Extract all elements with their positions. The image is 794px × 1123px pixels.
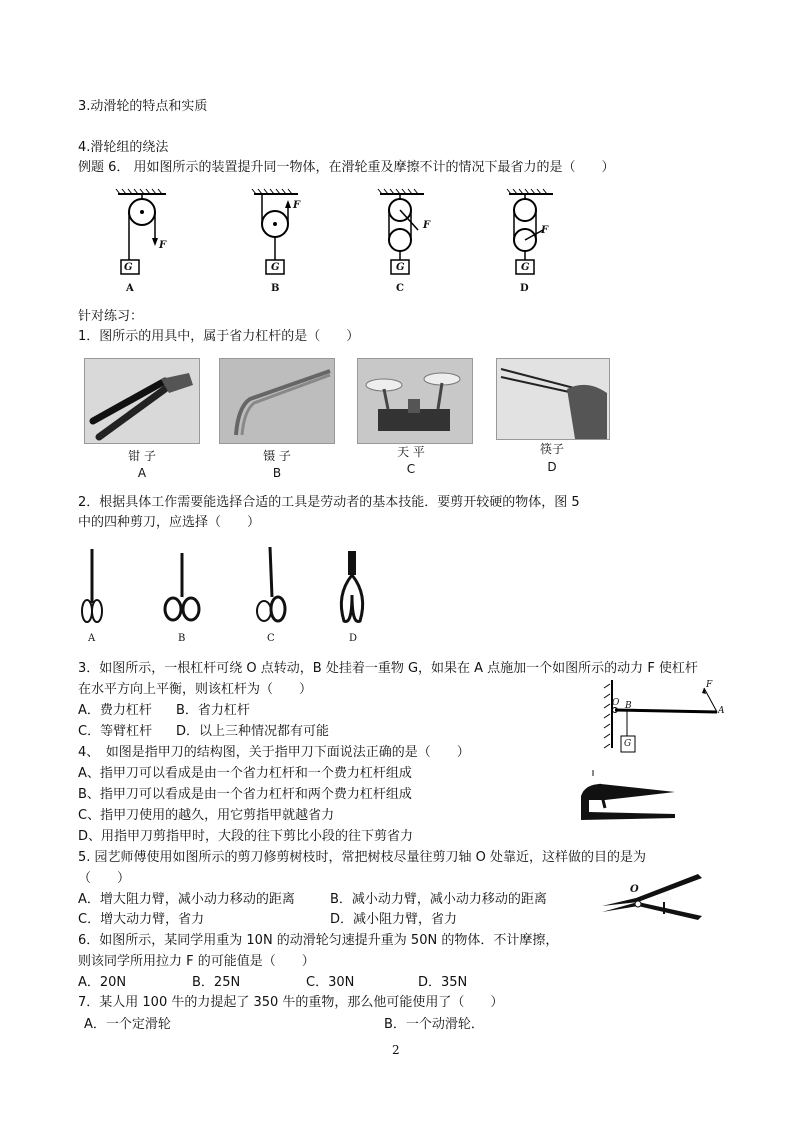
q3-option-c: C．等臂杠杆	[78, 724, 153, 739]
q5-option-b: B．减小动力臂，减小动力移动的距离	[330, 892, 547, 907]
pliers-caption: 钳 子	[128, 449, 156, 463]
nail-clipper-figure	[575, 768, 685, 828]
q5-option-a: A．增大阻力臂，减小动力移动的距离	[78, 892, 295, 907]
q6-option-b: B．25N	[192, 975, 241, 990]
scissors-figures	[80, 545, 380, 629]
q3-option-a: A．费力杠杆	[78, 703, 152, 718]
pruning-shears-figure	[598, 872, 708, 928]
pulley-figure-c	[380, 190, 440, 295]
q6-line1: 6．如图所示，某同学用重为 10N 的动滑轮匀速提升重为 50N 的物体．不计摩擦，	[78, 933, 559, 948]
practice-title: 针对练习：	[78, 309, 144, 324]
pulley-b-f-label: F	[293, 200, 301, 211]
q4-option-d: D、用指甲刀剪指甲时，大段的往下剪比小段的往下剪省力	[78, 829, 414, 844]
scissors-d	[341, 551, 362, 621]
q5-line2: （ ）	[78, 871, 131, 886]
scissors-b-letter: B	[178, 633, 186, 644]
section-3-heading: 3.动滑轮的特点和实质	[78, 99, 208, 114]
lever-f-label: F	[706, 680, 713, 690]
lever-g-label: G	[624, 739, 632, 749]
lever-figure	[600, 680, 730, 760]
q3-line1: 3．如图所示，一根杠杆可绕 O 点转动，B 处挂着一重物 G，如果在 A 点施加一个如图所示的动力 F 使杠杆	[78, 661, 698, 676]
q4-option-b: B、指甲刀可以看成是由一个省力杠杆和两个费力杠杆组成	[78, 787, 412, 802]
pulley-a-g-label: G	[124, 262, 133, 273]
chopsticks-photo	[496, 358, 610, 440]
example-6-text: 例题 6． 用如图所示的装置提升同一物体，在滑轮重及摩擦不计的情况下最省力的是（ ）	[78, 160, 615, 175]
q6-option-a: A．20N	[78, 975, 127, 990]
scissors-d-letter: D	[349, 633, 358, 644]
lever-o-label: O	[612, 698, 620, 708]
balance-caption: 天 平	[397, 445, 425, 459]
q7-line1: 7．某人用 100 牛的力提起了 350 牛的重物，那么他可能使用了（ ）	[78, 995, 504, 1010]
pliers-photo	[84, 358, 200, 444]
q2-line2: 中的四种剪刀，应选择（ ）	[78, 515, 261, 530]
q6-option-d: D．35N	[418, 975, 468, 990]
q6-line2: 则该同学所用拉力 F 的可能值是（ ）	[78, 954, 315, 969]
page-number: 2	[392, 1043, 400, 1057]
scissors-c-letter: C	[267, 633, 275, 644]
pulley-d-letter: D	[520, 283, 529, 294]
q4-option-c: C、指甲刀使用的越久，用它剪指甲就越省力	[78, 808, 335, 823]
lever-a-label: A	[718, 706, 725, 716]
q5-option-c: C．增大动力臂，省力	[78, 912, 205, 927]
q1-text: 1．图所示的用具中，属于省力杠杆的是（ ）	[78, 329, 360, 344]
tweezers-caption: 镊 子	[263, 449, 291, 463]
pulley-c-f-label: F	[423, 220, 431, 231]
pulley-a-f-label: F	[159, 240, 167, 251]
q3-option-b: B．省力杠杆	[176, 703, 250, 718]
q5-line1: 5. 园艺师傅使用如图所示的剪刀修剪树枝时，常把树枝尽量往剪刀轴 O 处靠近，这样做的目的是为	[78, 850, 647, 865]
pulley-a-letter: A	[126, 283, 134, 294]
q7-option-a: A．一个定滑轮	[84, 1017, 171, 1032]
pulley-b-letter: B	[271, 283, 280, 294]
scissors-c	[257, 547, 285, 621]
q2-line1: 2．根据具体工作需要能选择合适的工具是劳动者的基本技能．要剪开较硬的物体，图 5	[78, 495, 580, 510]
pulley-d-f-label: F	[541, 225, 549, 236]
balance-letter: C	[406, 462, 416, 476]
pulley-figure-a	[118, 190, 178, 295]
q3-option-d: D．以上三种情况都有可能	[176, 724, 330, 739]
chopsticks-letter: D	[547, 460, 557, 474]
tweezers-photo	[219, 358, 335, 444]
pulley-figure-b	[254, 190, 314, 295]
chopsticks-caption: 筷子	[539, 442, 564, 456]
pliers-letter: A	[137, 466, 147, 480]
lever-b-label: B	[625, 701, 632, 711]
scissors-b	[165, 553, 199, 620]
scissors-a-letter: A	[88, 633, 96, 644]
q3-line2: 在水平方向上平衡，则该杠杆为（ ）	[78, 682, 313, 697]
shears-o-label: O	[630, 884, 639, 895]
section-4-heading: 4.滑轮组的绕法	[78, 140, 169, 155]
q7-option-b: B．一个动滑轮．	[384, 1017, 484, 1032]
q4-option-a: A、指甲刀可以看成是由一个省力杠杆和一个费力杠杆组成	[78, 766, 412, 781]
pulley-c-g-label: G	[396, 262, 405, 273]
pulley-c-letter: C	[396, 283, 404, 294]
pulley-d-g-label: G	[521, 262, 530, 273]
tweezers-letter: B	[272, 466, 282, 480]
pulley-figure-d	[509, 190, 569, 295]
pulley-b-g-label: G	[271, 262, 280, 273]
balance-photo	[357, 358, 473, 444]
q4-line1: 4、 如图是指甲刀的结构图，关于指甲刀下面说法正确的是（ ）	[78, 745, 470, 760]
scissors-a	[82, 549, 102, 622]
q6-option-c: C．30N	[306, 975, 355, 990]
q5-option-d: D．减小阻力臂，省力	[330, 912, 458, 927]
